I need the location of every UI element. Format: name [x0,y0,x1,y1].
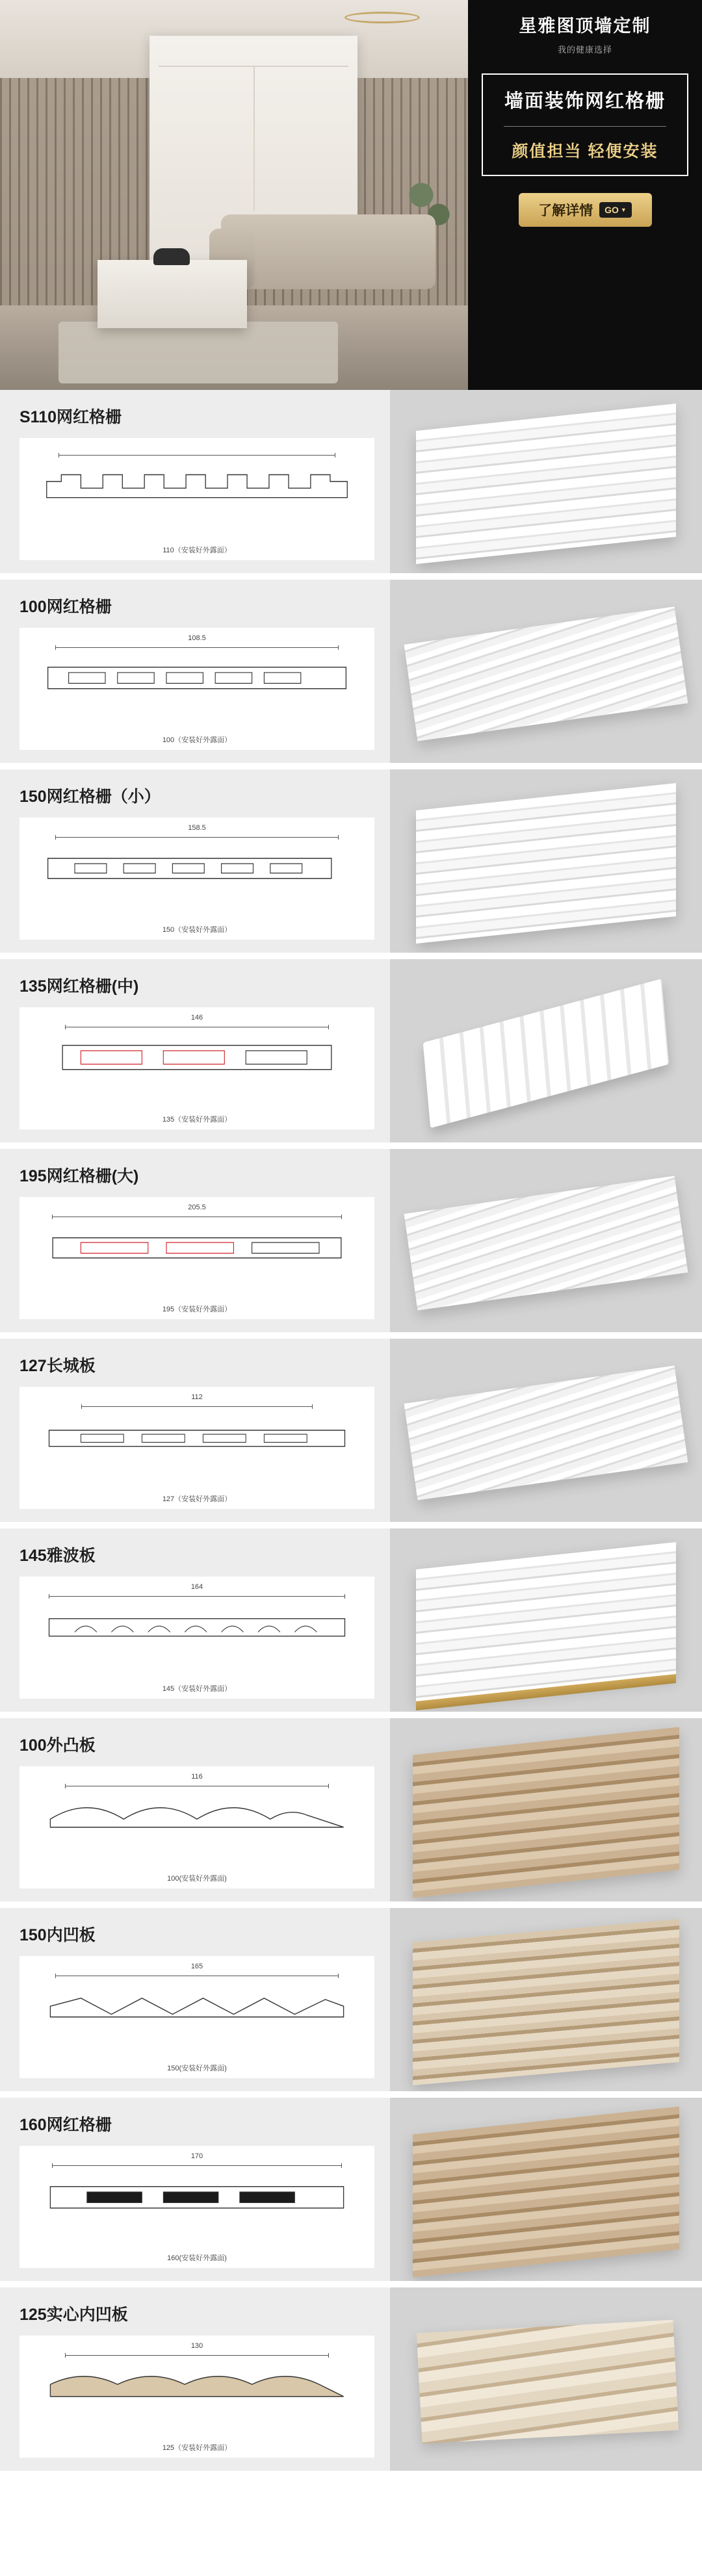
profile-outline [44,1228,350,1268]
dimension-top: 165 [190,1963,203,1970]
dimension-top: 170 [190,2152,203,2160]
cta-label: 了解详情 [538,203,593,218]
dimension-bottom: 127（安装好外露面） [162,1495,232,1503]
dimension-bottom: 135（安装好外露面） [162,1116,232,1124]
product-name: 135网红格栅(中) [20,977,139,996]
profile-svg [44,2366,350,2406]
dimension-rule [58,455,335,456]
profile-outline [44,469,350,509]
dimension-top: 146 [190,1014,203,1022]
profile-svg [44,658,350,699]
product-photo [390,2287,702,2471]
product-photo [390,390,702,573]
dimension-bottom: 195（安装好外露面） [162,1306,232,1313]
sample-board-image [416,1542,676,1703]
hero-text-panel [468,0,702,390]
dimension-bottom: 125（安装好外露面） [162,2444,232,2452]
profile-outline [44,2176,350,2217]
technical-drawing [20,1387,374,1509]
product-photo [390,1908,702,2091]
profile-outline [44,2366,350,2406]
hero-banner [0,0,702,390]
page-title: 墙面装饰网红格栅 [504,91,666,112]
dimension-top: 164 [190,1583,203,1591]
dimension-top: 158.5 [188,824,206,832]
cta-go-badge[interactable] [599,202,632,218]
profile-svg [44,1228,350,1268]
profile-outline [44,1987,350,2027]
rug-decor [58,322,338,383]
product-photo [390,1149,702,1332]
dimension-top: 112 [191,1393,203,1401]
product-photo [390,1528,702,1712]
dimension-bottom: 110（安装好外露面） [162,547,231,554]
hero-title-box [482,73,688,176]
sample-board-image [413,2106,679,2277]
divider [504,126,666,127]
sample-board-image [404,1366,688,1501]
profile-svg [44,848,350,888]
product-spec-area [0,769,390,953]
product-spec-area [0,1339,390,1522]
profile-outline [44,1417,350,1458]
product-spec-area [0,580,390,763]
product-name: 125实心内凹板 [20,2306,128,2324]
product-spec-area [0,1149,390,1332]
dimension-rule [65,2355,329,2356]
product-photo [390,1718,702,1901]
technical-drawing [20,438,374,560]
profile-svg [44,1038,350,1078]
sample-board-image [413,1727,679,1898]
cta-go-text: GO [604,205,619,215]
sofa-decor [221,214,436,289]
product-photo [390,769,702,953]
product-row[interactable] [0,580,702,769]
learn-more-button[interactable] [519,193,652,227]
product-spec-area [0,1528,390,1712]
dimension-top: 116 [191,1773,203,1781]
product-name: S110网红格栅 [20,408,122,426]
product-photo [390,959,702,1142]
sample-board-image [416,404,676,564]
product-row[interactable] [0,390,702,580]
dimension-bottom: 150(安装好外露面) [167,2065,227,2072]
product-row[interactable] [0,1339,702,1528]
dimension-rule [49,1596,345,1597]
product-photo [390,2098,702,2281]
profile-svg [44,1417,350,1458]
product-name: 160网红格栅 [20,2116,112,2134]
product-name: 145雅波板 [20,1547,96,1565]
dimension-top: 108.5 [188,634,206,642]
product-spec-area [0,1718,390,1901]
profile-svg [44,1607,350,1647]
profile-svg [44,469,350,509]
product-spec-area [0,2287,390,2471]
hero-subtitle: 颜值担当 轻便安装 [512,142,658,161]
profile-outline [44,658,350,699]
dimension-bottom: 100（安装好外露面） [162,736,232,744]
profile-svg [44,1987,350,2027]
sample-board-image [416,783,676,944]
technical-drawing [20,2336,374,2458]
coffee-table-decor [98,260,247,328]
dimension-top: 205.5 [188,1204,206,1211]
dimension-bottom: 160(安装好外露面) [167,2254,227,2262]
dimension-bottom: 145（安装好外露面） [162,1685,232,1693]
product-row[interactable] [0,959,702,1149]
dimension-bottom: 100(安装好外露面) [167,1875,227,1883]
sample-board-image [413,1919,679,2085]
technical-drawing [20,1956,374,2078]
dimension-rule [52,2165,342,2166]
technical-drawing [20,1007,374,1129]
hero-room-photo [0,0,468,390]
product-spec-area [0,2098,390,2281]
sample-board-image [404,1176,688,1311]
technical-drawing [20,1766,374,1888]
product-row[interactable] [0,1718,702,1908]
product-spec-area [0,959,390,1142]
chevron-down-icon: ▼ [620,207,627,213]
product-row[interactable] [0,769,702,959]
dimension-bottom: 150（安装好外露面） [162,926,232,934]
profile-svg [44,2176,350,2217]
profile-outline [44,848,350,888]
product-spec-area [0,390,390,573]
dimension-rule [81,1406,313,1407]
dimension-rule [55,647,339,648]
product-name: 150网红格栅（小） [20,788,161,806]
technical-drawing [20,818,374,940]
brand-tagline: 我的健康选择 [557,45,612,55]
technical-drawing [20,1577,374,1699]
product-photo [390,1339,702,1522]
profile-outline [44,1038,350,1078]
brand-name: 星雅图顶墙定制 [519,16,651,36]
sample-board-image [423,979,670,1128]
product-photo [390,580,702,763]
technical-drawing [20,2146,374,2268]
product-row[interactable] [0,1149,702,1339]
product-row[interactable] [0,2098,702,2287]
product-name: 127长城板 [20,1357,96,1375]
product-row[interactable] [0,1908,702,2098]
product-list [0,390,702,2477]
dimension-rule [55,837,339,838]
table-ornament-icon [153,248,190,265]
product-name: 100网红格栅 [20,598,112,616]
profile-svg [44,1797,350,1837]
product-name: 195网红格栅(大) [20,1167,139,1185]
technical-drawing [20,628,374,750]
profile-outline [44,1607,350,1647]
sample-board-image [404,607,688,741]
product-row[interactable] [0,2287,702,2477]
sample-board-image [417,2320,679,2443]
profile-outline [44,1797,350,1837]
dimension-top: 130 [190,2342,203,2350]
product-row[interactable] [0,1528,702,1718]
product-name: 150内凹板 [20,1926,96,1944]
product-spec-area [0,1908,390,2091]
product-name: 100外凸板 [20,1736,96,1755]
technical-drawing [20,1197,374,1319]
